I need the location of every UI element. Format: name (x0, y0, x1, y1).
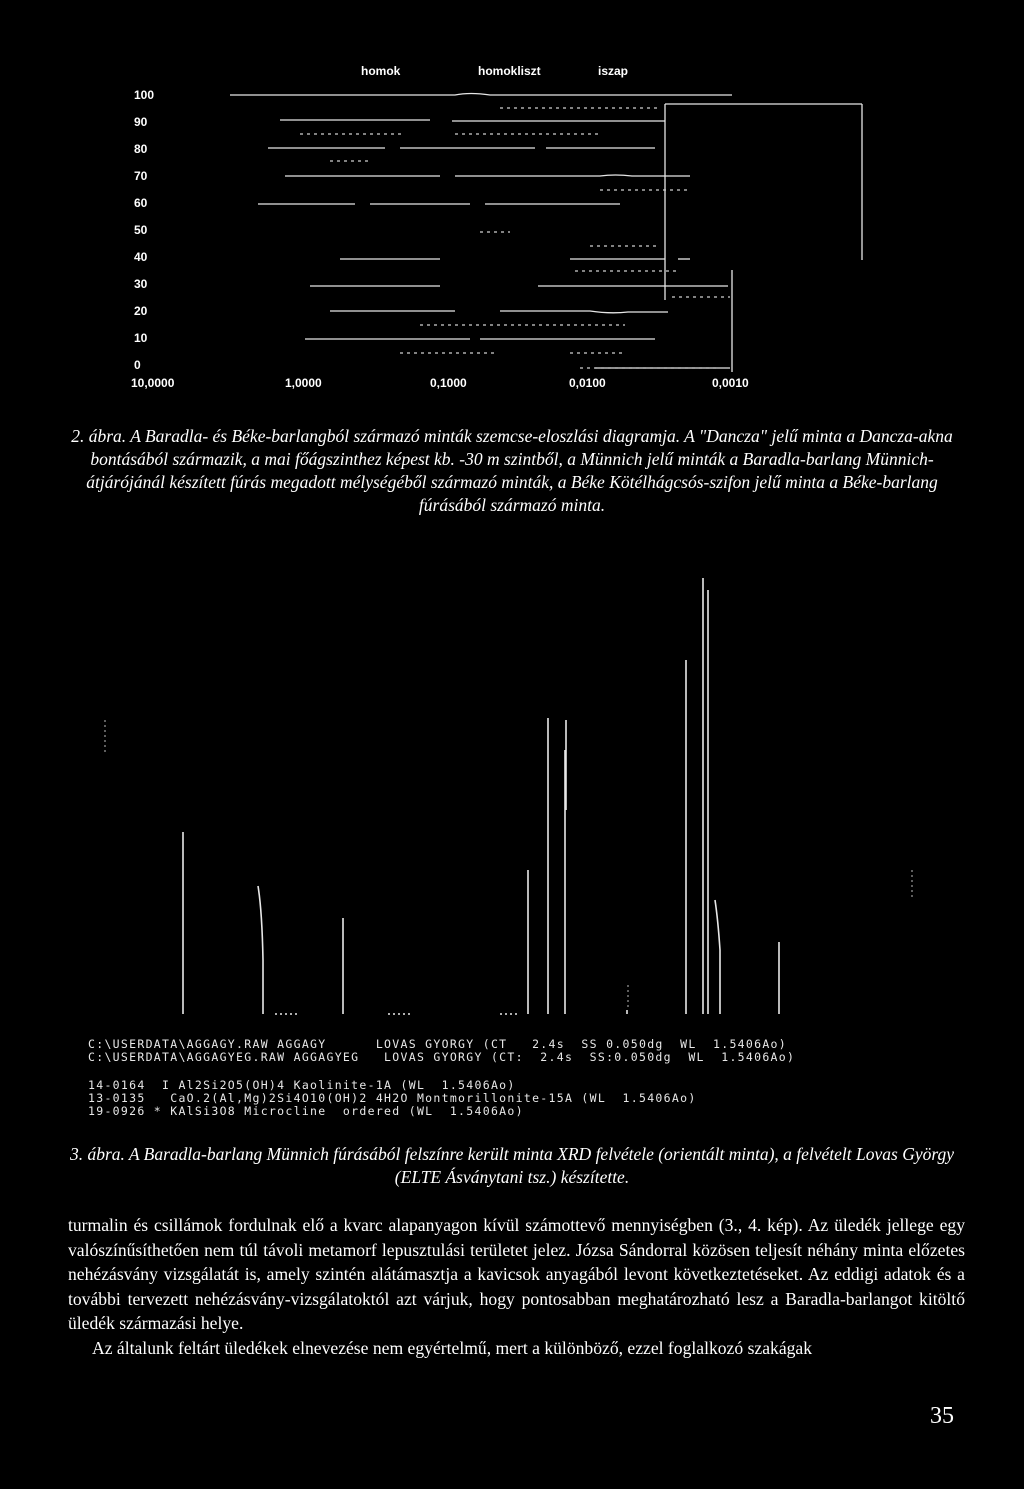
x-tick: 10,0000 (131, 376, 175, 390)
y-tick: 10 (134, 331, 148, 345)
xrd-peaks (0, 570, 1024, 1030)
y-tick: 70 (134, 169, 148, 183)
y-tick: 80 (134, 142, 148, 156)
page-number: 35 (930, 1403, 954, 1429)
y-tick: 50 (134, 223, 148, 237)
figure-3-caption: 3. ábra. A Baradla-barlang Münnich fúrásából felszínre került minta XRD felvétele (orientált minta), a felvételt Lovas György (ELTE Ásványtani tsz.) készítette. (69, 1144, 955, 1187)
y-tick: 40 (134, 250, 148, 264)
xrd-phase-line: 19-0926 * KAlSi3O8 Microcline ordered (WL 1.5406Ao) (88, 1104, 524, 1118)
y-tick: 60 (134, 196, 148, 210)
y-tick: 100 (134, 88, 155, 102)
grain-size-curves (0, 0, 1024, 400)
xrd-phase-line: 14-0164 I Al2Si2O5(OH)4 Kaolinite-1A (WL 1.5406Ao) (88, 1078, 516, 1092)
y-tick: 30 (134, 277, 148, 291)
legend-silt: homokliszt (478, 64, 541, 78)
x-tick: 0,0100 (569, 376, 606, 390)
xrd-phase-line: 13-0135 CaO.2(Al,Mg)2Si4O10(OH)2 4H2O Montmorillonite-15A (WL 1.5406Ao) (88, 1091, 697, 1105)
body-text (68, 1213, 965, 1361)
legend-sand: homok (361, 64, 401, 78)
x-tick: 0,1000 (430, 376, 467, 390)
x-tick: 0,0010 (712, 376, 749, 390)
y-tick: 90 (134, 115, 148, 129)
figure-2-grain-size-chart (0, 0, 1024, 400)
figure-2-caption: 2. ábra. A Baradla- és Béke-barlangból származó minták szemcse-eloszlási diagramja. A "Dancza" jelű minta a Dancza-akna bontásából származik, a mai főágszinthez képest kb. -30 m szintből, a Münnich jelű minták a Baradla-barlang Münnich-átjárójánál készített fúrás megadott mélységéből származó minták, a Béke Kötélhágcsós-szifon jelű minta a Béke-barlang fúrásából származó minta. (71, 426, 953, 515)
xrd-file-line: C:\USERDATA\AGGAGY.RAW AGGAGY LOVAS GYORGY (CT 2.4s SS 0.050dg WL 1.5406Ao) (88, 1037, 788, 1051)
y-tick: 20 (134, 304, 148, 318)
y-tick: 0 (134, 358, 141, 372)
figure-3-xrd-diffractogram (0, 570, 1024, 1118)
paragraph: turmalin és csillámok fordulnak elő a kvarc alapanyagon kívül számottevő mennyiségben (3., 4. kép). Az üledék jellege egy valószínűsíthetően nem túl távoli metamorf lepusztulási területet jelez. Józsa Sándorral közösen teljesít néhány minta előzetes nehézásvány vizsgálatát is, amely szintén alátámasztja a kavicsok anyagából levont következtetéseket. Az eddigi adatok és a további tervezett nehézásvány-vizsgálatoktól azt várjuk, hogy pontosabban meghatározható lesz a Baradla-barlangot kitöltő üledék származási helye. (68, 1215, 965, 1334)
paragraph: Az általunk feltárt üledékek elnevezése nem egyértelmű, mert a különböző, ezzel foglalkozó szakágak (92, 1337, 813, 1358)
legend-mud: iszap (598, 64, 629, 78)
xrd-file-line: C:\USERDATA\AGGAGYEG.RAW AGGAGYEG LOVAS GYORGY (CT: 2.4s SS:0.050dg WL 1.5406Ao) (88, 1050, 796, 1064)
x-tick: 1,0000 (285, 376, 322, 390)
